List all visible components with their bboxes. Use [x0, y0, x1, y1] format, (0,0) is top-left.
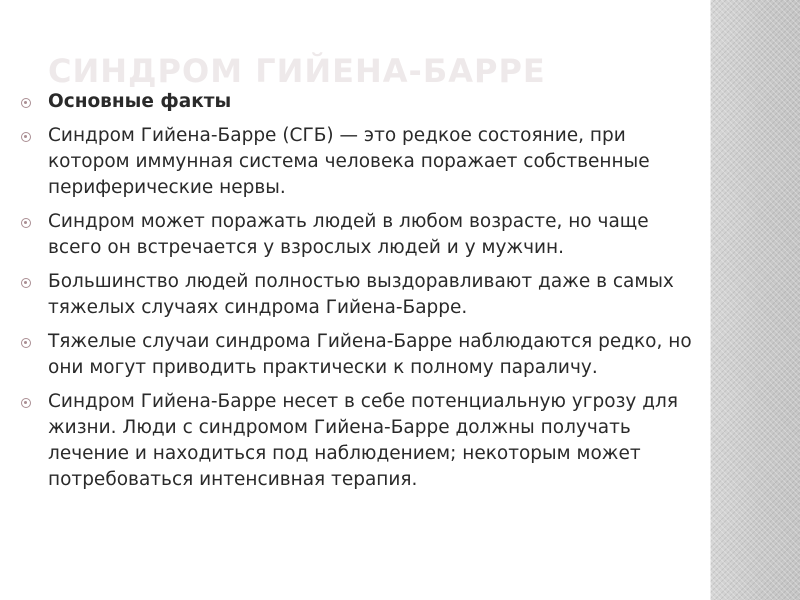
bullet-item [16, 89, 702, 115]
bullet-text: Синдром Гийена-Барре (СГБ) — это редкое состояние, при котором иммунная система человека поражает собственные периферические нервы. [48, 125, 650, 198]
circle-bullet-icon [21, 98, 31, 108]
bullet-item [16, 123, 702, 201]
bullet-item [16, 209, 702, 261]
bullet-item [16, 329, 702, 381]
bullet-list [16, 89, 702, 501]
bullet-item [16, 389, 702, 493]
circle-bullet-icon [21, 132, 31, 142]
decorative-side-panel [710, 0, 800, 600]
circle-bullet-icon [21, 218, 31, 228]
circle-bullet-icon [21, 338, 31, 348]
slide-title: СИНДРОМ ГИЙЕНА-БАРРЕ [48, 52, 546, 91]
bullet-item [16, 269, 702, 321]
bullet-text: Основные факты [48, 91, 232, 112]
bullet-text: Большинство людей полностью выздоравливают даже в самых тяжелых случаях синдрома Гийена-Барре. [48, 271, 674, 318]
bullet-text: Синдром может поражать людей в любом возрасте, но чаще всего он встречается у взрослых людей и у мужчин. [48, 211, 649, 258]
circle-bullet-icon [21, 398, 31, 408]
circle-bullet-icon [21, 278, 31, 288]
bullet-text: Синдром Гийена-Барре несет в себе потенциальную угрозу для жизни. Люди с синдромом Гийена-Барре должны получать лечение и находиться под наблюдением; некоторым может потребоваться интенсивная терапия. [48, 391, 679, 490]
bullet-text: Тяжелые случаи синдрома Гийена-Барре наблюдаются редко, но они могут приводить практически к полному параличу. [48, 331, 692, 378]
